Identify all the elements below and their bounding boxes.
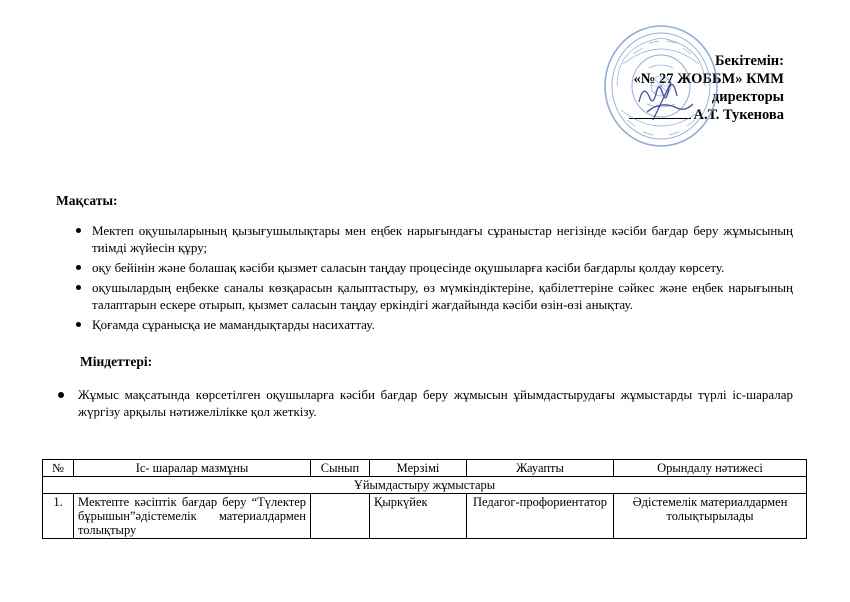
goals-list: [72, 222, 793, 336]
cell-result: Әдістемелік материалдармен толықтырылады: [614, 494, 807, 539]
position-title: директоры: [711, 89, 784, 105]
director-name: А.Т. Тукенова: [693, 107, 784, 123]
table-header-row: [43, 460, 807, 477]
col-deadline-header: Мерзімі: [370, 460, 467, 477]
school-name: «№ 27 ЖОББМ» КММ: [633, 71, 784, 87]
col-result-header: Орындалу нәтижесі: [614, 460, 807, 477]
col-grade-header: Сынып: [311, 460, 370, 477]
approval-title: Бекітемін:: [714, 53, 784, 69]
list-item: оқушылардың еңбекке саналы көзқарасын қалыптастыру, өз мүмкіндіктеріне, қабілеттеріне сәйкес және еңбек нарығының талаптарын ескере отырып, қызмет саласын таңдау еркіндігі жағдайында кәсіби өзін-өзі анықтау.: [72, 279, 793, 313]
task-item: [58, 386, 793, 420]
cell-grade: [311, 494, 370, 539]
table-row: [43, 494, 807, 539]
cell-activity: Мектепте кәсіптік бағдар беру “Түлектер бұрышын”әдістемелік материалдармен толықтыру: [74, 494, 311, 539]
cell-number: 1.: [43, 494, 74, 539]
cell-responsible: Педагог-профориентатор: [467, 494, 614, 539]
col-responsible-header: Жауапты: [467, 460, 614, 477]
list-item: Қоғамда сұранысқа ие мамандықтарды насихаттау.: [72, 316, 793, 333]
table-section-row: [43, 477, 807, 494]
official-seal-icon: [603, 24, 719, 148]
tasks-heading: Міндеттері:: [80, 354, 153, 369]
section-title: Ұйымдастыру жұмыстары: [43, 477, 807, 494]
list-item: оқу бейінін және болашақ кәсіби қызмет саласын таңдау процесінде оқушыларға кәсіби бағдарлы қолдау көрсету.: [72, 259, 793, 276]
list-item: Мектеп оқушыларының қызығушылықтары мен еңбек нарығындағы сұраныстар негізінде кәсіби бағдар беру жұмысының тиімді жүйесін құру;: [72, 222, 793, 256]
plan-table: [42, 459, 807, 539]
col-activity-header: Іс- шаралар мазмұны: [74, 460, 311, 477]
goals-heading: Мақсаты:: [56, 193, 118, 208]
task-text: Жұмыс мақсатында көрсетілген оқушыларға кәсіби бағдар беру жұмысын ұйымдастырудағы жұмыстарды түрлі іс-шаралар жүргізу арқылы нәтижелілікке қол жеткізу.: [78, 387, 793, 419]
cell-deadline: Қыркүйек: [370, 494, 467, 539]
col-number-header: №: [43, 460, 74, 477]
bullet-icon: [58, 392, 64, 398]
